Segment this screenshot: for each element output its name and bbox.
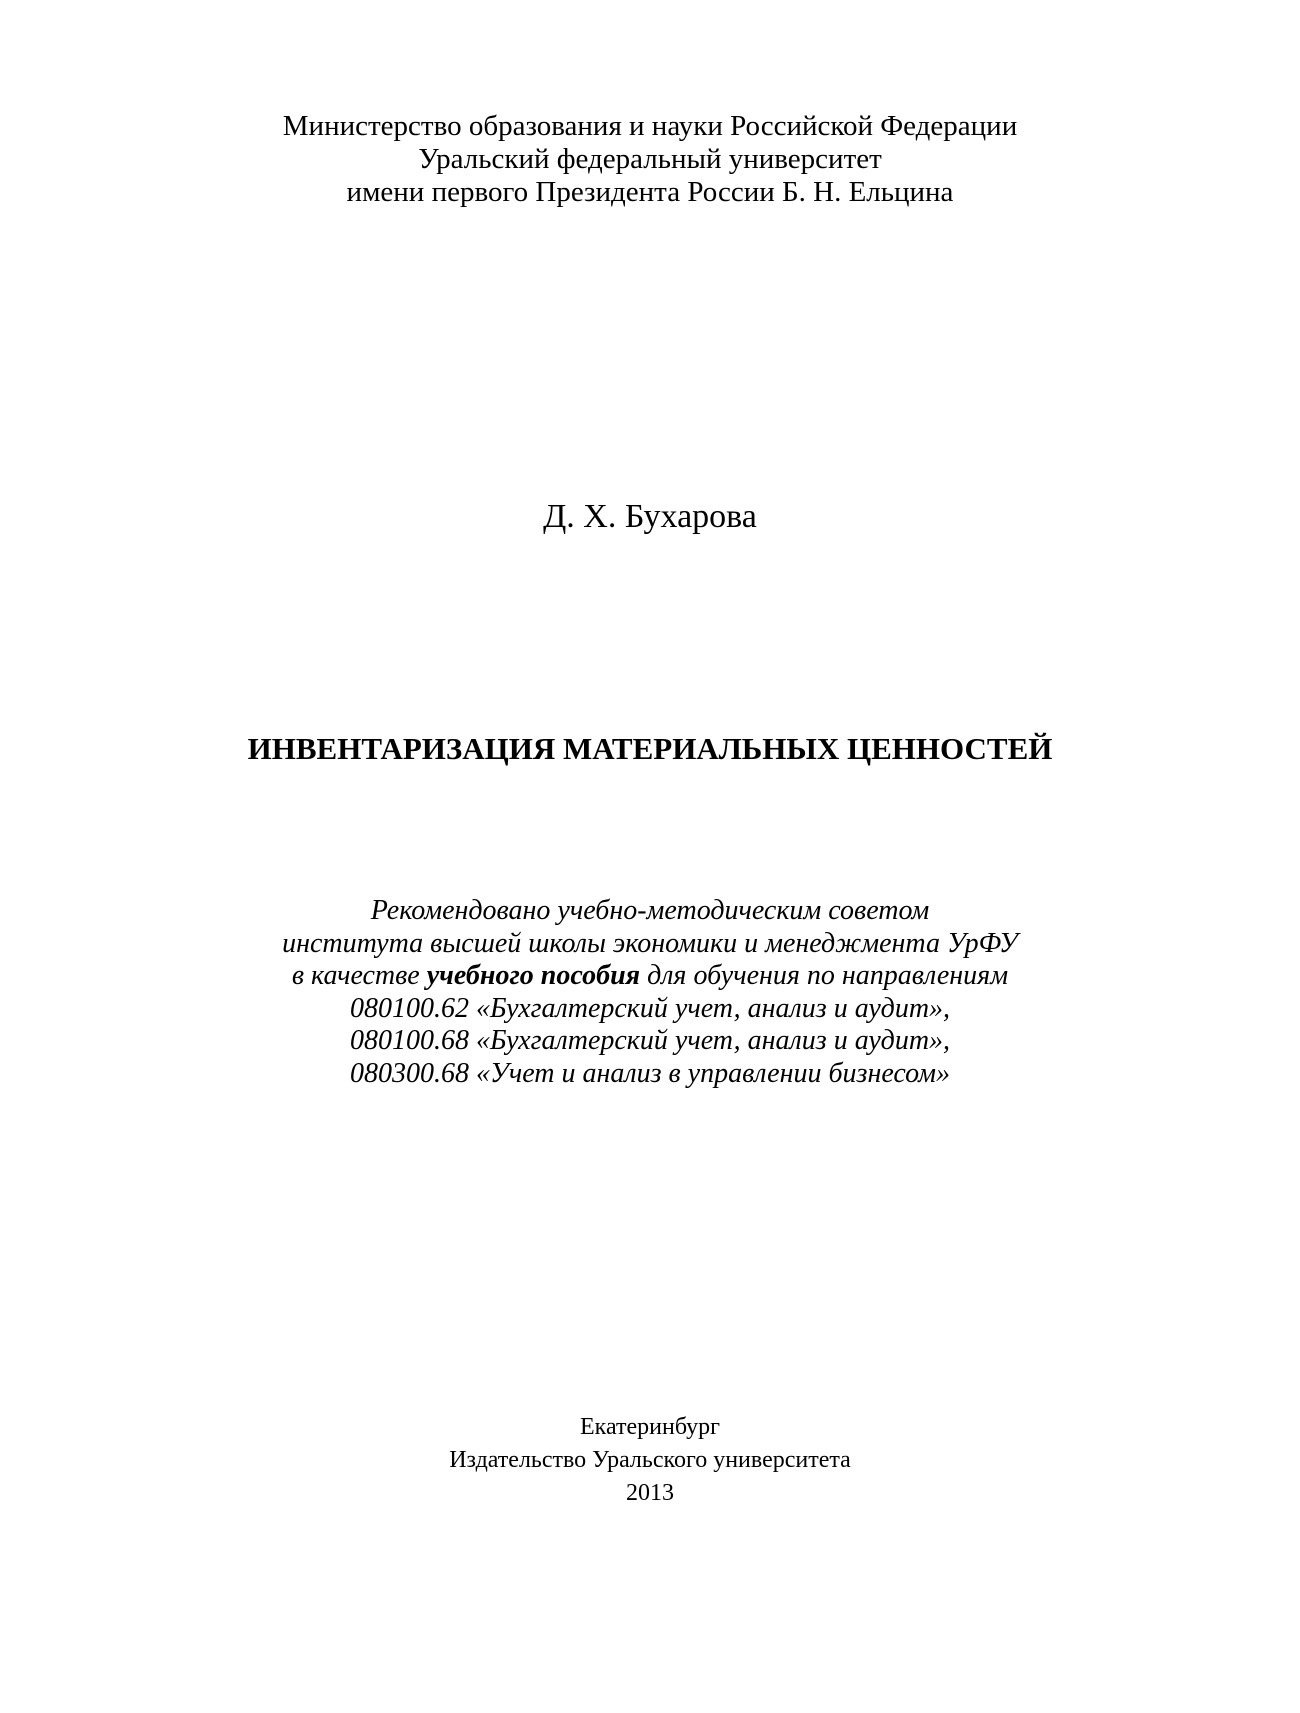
imprint-year: 2013 bbox=[626, 1480, 674, 1506]
imprint-city: Екатеринбург bbox=[580, 1414, 720, 1440]
program-line: 080100.62 «Бухгалтерский учет, анализ и аудит», bbox=[349, 992, 951, 1024]
program-line: 080100.68 «Бухгалтерский учет, анализ и аудит», bbox=[349, 1025, 951, 1056]
recommendation-line bbox=[0, 960, 1300, 993]
imprint bbox=[0, 1411, 1300, 1510]
imprint-publisher: Издательство Уральского университета bbox=[449, 1447, 851, 1473]
recommendation-line: Рекомендовано учебно-методическим советом bbox=[370, 895, 930, 926]
ministry-name: Министерство образования и науки Российской Федерации bbox=[282, 110, 1018, 142]
recommendation-line: института высшей школы экономики и менеджмента УрФУ bbox=[282, 927, 1018, 959]
document-title: ИНВЕНТАРИЗАЦИЯ МАТЕРИАЛЬНЫХ ЦЕННОСТЕЙ bbox=[247, 731, 1053, 766]
university-honorific: имени первого Президента России Б. Н. Ельцина bbox=[346, 176, 954, 208]
recommendation-text: для обучения по направлениям bbox=[640, 960, 1009, 991]
university-name: Уральский федеральный университет bbox=[418, 143, 882, 175]
recommendation-note bbox=[0, 895, 1300, 1090]
author-name: Д. Х. Бухарова bbox=[543, 498, 757, 535]
recommendation-emphasis: учебного пособия bbox=[426, 960, 641, 991]
recommendation-text: в качестве bbox=[291, 960, 427, 991]
program-line: 080300.68 «Учет и анализ в управлении бизнесом» bbox=[350, 1057, 950, 1089]
institution-header bbox=[0, 110, 1300, 209]
